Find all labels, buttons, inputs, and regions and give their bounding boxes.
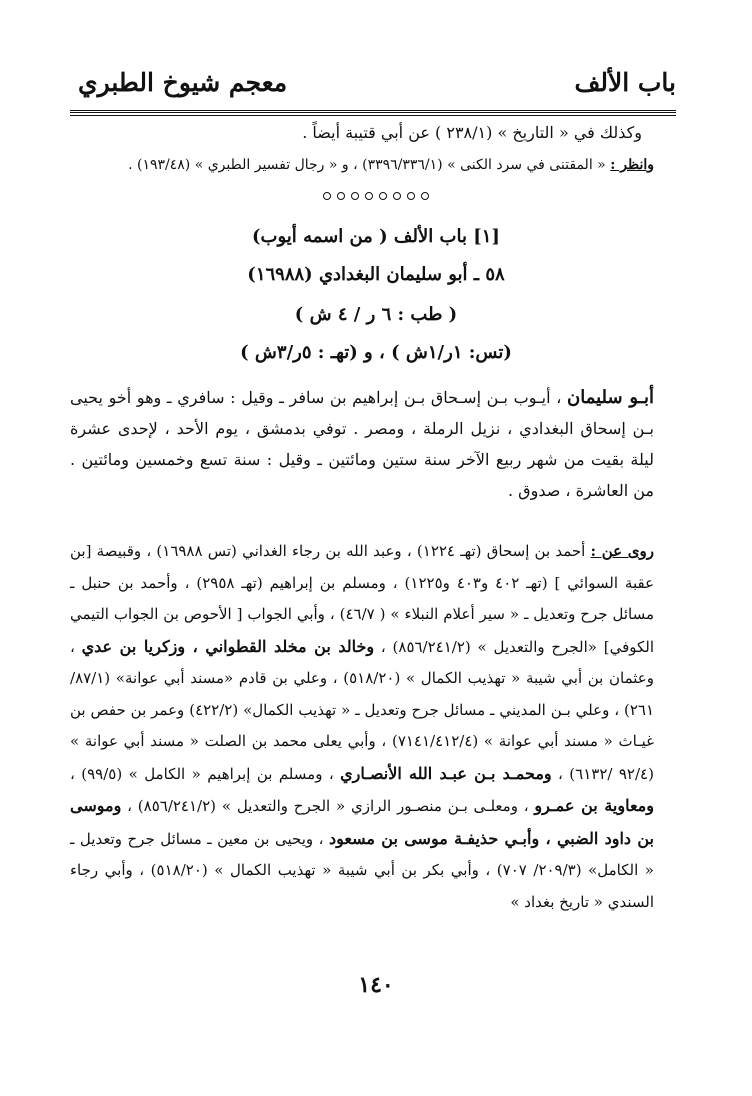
intro-line: وكذلك في « التاريخ » (٢٣٨/١ ) عن أبي قتيبة أيضاً . xyxy=(302,123,642,142)
narration-count-tabari: ( طب : ٦ ر / ٤ ش ) xyxy=(294,304,458,325)
ornament-divider xyxy=(0,188,752,202)
narrated-from-label: روى عن : xyxy=(590,542,654,560)
narrated-from-paragraph xyxy=(70,536,654,918)
header-rule xyxy=(70,110,676,116)
see-also-text: « المقتنى في سرد الكنى » (٣٣٩٦/٣٣٦/١) ، و « رجال تفسير الطبري » (١٩٣/٤٨) . xyxy=(128,157,606,173)
narration-text-5: ، ويحيى بن معين ـ مسائل جرح وتعديل ـ « الكامل» (٢٠٩/٣/ ٧٠٧) ، وأبي بكر بن أبي شيبة « تهذيب الكمال » (٥١٨/٢٠) ، وأبي رجاء السندي « تاريخ بغداد » xyxy=(70,829,654,911)
narration-text-3: ، ومسلم بن إبراهيم « الكامل » (٩٩/٥) ، xyxy=(70,764,334,783)
narration-bold-4: وموسى بن داود الضبي ، وأبـي حذيفـة موسى بن مسعود xyxy=(70,796,654,848)
running-header xyxy=(70,66,676,112)
biography-paragraph xyxy=(70,382,654,506)
narration-text-1: أحمد بن إسحاق (تهـ ١٢٢٤) ، وعبد الله بن رجاء الغداني (تس ١٦٩٨٨) ، وقبيصة [بن عقبة السوائي ] (تهـ ٤٠٢ و٤٠٣ و١٢٢٥) ، ومسلم بن إبراهيم (تهـ ٢٩٥٨) ، وأحمد بن حنبل ـ مسائل جرح وتعديل ـ « سير أعلام النبلاء » ( ٤٦/٧) ، وأبي الجواب [ الأحوص بن الجواب التيمي الكوفي] «الجرح والتعديل » (٨٥٦/٢٤١/٢) ، xyxy=(70,542,655,656)
narration-bold-1: وخالد بن مخلد القطواني ، وزكريا بن عدي xyxy=(81,636,375,656)
section-heading: [١] باب الألف ( من اسمه أيوب) xyxy=(252,226,500,247)
book-title: معجم شيوخ الطبري xyxy=(78,68,288,97)
page-number: ١٤٠ xyxy=(358,972,394,998)
chapter-title: باب الألف xyxy=(574,68,676,97)
see-also-label: وانظر : xyxy=(610,157,654,173)
subject-name: أبـو سليمان xyxy=(567,387,655,408)
see-also-line xyxy=(70,150,654,180)
narration-text-2: ، وعثمان بن أبي شيبة « تهذيب الكمال » (٥١٨/٢٠) ، وعلي بن قادم «مسند أبي عوانة» (٨٧/١/ ٢٦١) ، وعلي بـن المديني ـ مسائل جرح وتعديل ـ « تهذيب الكمال» (٤٢٢/٢) وعمر بن حفص بن غيـاث « مسند أبي عوانة » (٧١٤١/٤١٢/٤) ، وأبي يعلى محمد بن الصلت « مسند أبي عوانة » (٩٢/٤ /٦١٣٢) ، xyxy=(70,637,655,783)
narration-text-4: ، ومعلـى بـن منصـور الرازي « الجرح والتعديل » (٨٥٦/٢٤١/٢) ، xyxy=(127,797,529,815)
narration-count-other: (تس: ١ر/١ش ) ، و (تهـ : ٥ر/٣ش ) xyxy=(240,342,512,363)
entry-heading: ٥٨ ـ أبو سليمان البغدادي (١٦٩٨٨) xyxy=(247,264,505,285)
biography-text: ، أيـوب بـن إسـحاق بـن إبراهيم بن سافر ـ وقيل : سافري ـ وهو أخو يحيى بـن إسحاق البغدادي ، نزيل الرملة ، ومصر . توفي بدمشق ، يوم الأحد ، لإحدى عشرة ليلة بقيت من شهر ربيع الآخر سنة ستين ومائتين ـ وقيل : سنة تسع وخمسين ومائتين . من العاشرة ، صدوق . xyxy=(70,388,654,500)
narration-bold-3: ومعاوية بن عمـرو xyxy=(534,796,654,815)
narration-bold-2: ومحمـد بـن عبـد الله الأنصـاري xyxy=(340,763,552,783)
